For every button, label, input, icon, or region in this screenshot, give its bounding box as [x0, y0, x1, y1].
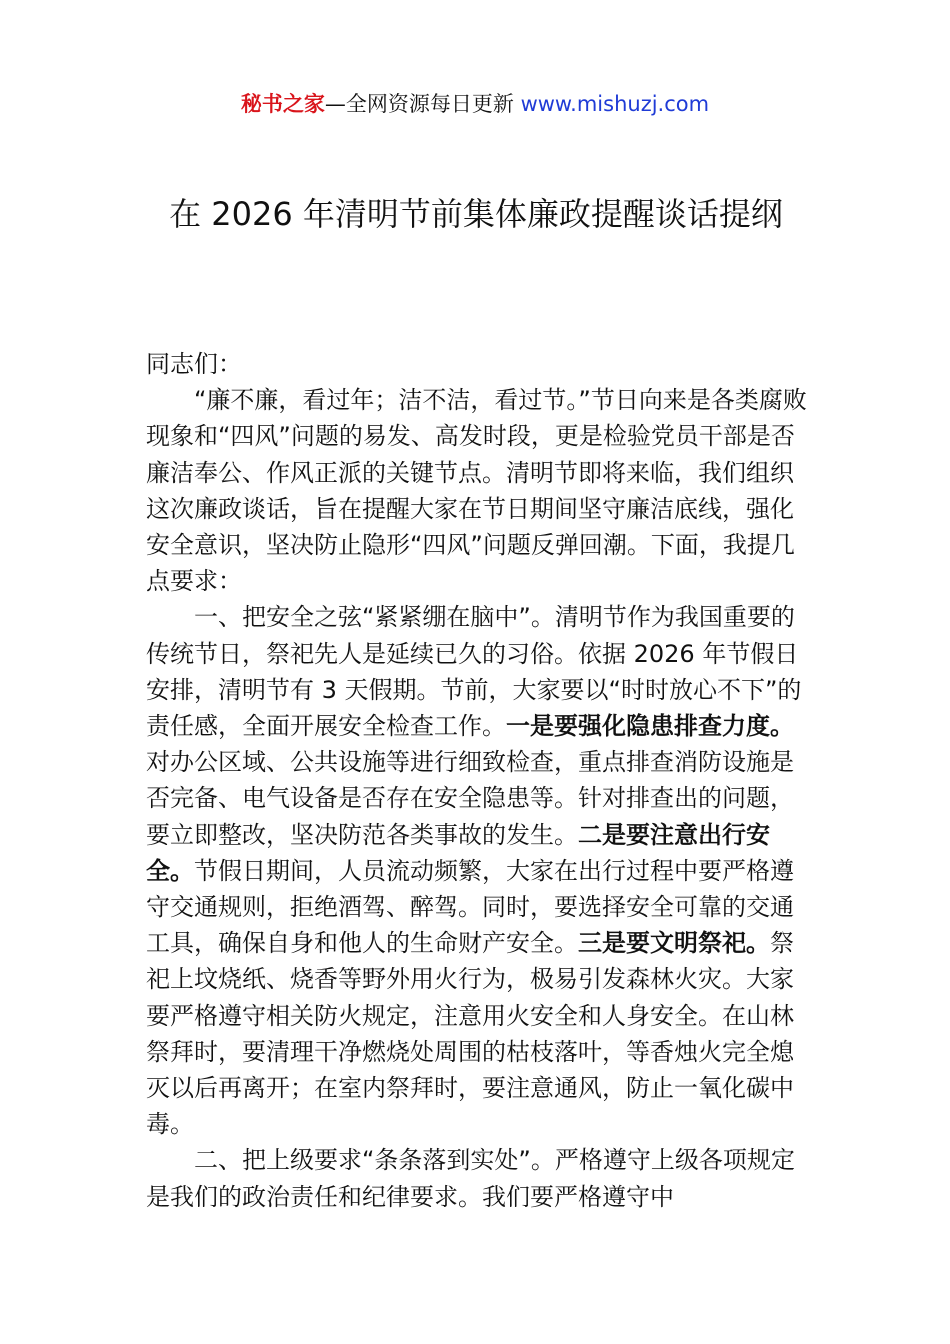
document-title: 在 2026 年清明节前集体廉政提醒谈话提纲: [169, 195, 783, 233]
section-1-paragraph: [146, 599, 808, 1142]
point-2-heading: 二是要注意出行安全。: [146, 820, 770, 885]
brand-name: 秘书之家: [240, 92, 325, 116]
section-1-lead: 一、把安全之弦“紧紧绷在脑中”。清明节作为我国重要的传统节日，祭祀先人是延续已久的习俗。依据 2026 年节假日安排，清明节有 3 天假期。节前，大家要以“时时放心不下”的责任感，全面开展安全检查工作。: [146, 603, 802, 741]
site-banner: [0, 88, 950, 120]
point-3-heading: 三是要文明祭祀。: [578, 929, 770, 958]
document-body: [146, 346, 808, 1215]
point-2-text: 节假日期间，人员流动频繁，大家在出行过程中要严格遵守交通规则，拒绝酒驾、醉驾。同时，要选择安全可靠的交通工具，确保自身和他人的生命财产安全。: [146, 856, 794, 958]
section-2-paragraph: 二、把上级要求“条条落到实处”。严格遵守上级各项规定是我们的政治责任和纪律要求。我们要严格遵守中: [146, 1146, 795, 1211]
point-1-heading: 一是要强化隐患排查力度。: [506, 712, 794, 741]
banner-tagline: —全网资源每日更新: [324, 92, 521, 116]
salutation: 同志们：: [146, 350, 242, 378]
intro-paragraph: “廉不廉，看过年；洁不洁，看过节。”节日向来是各类腐败现象和“四风”问题的易发、高发时段，更是检验党员干部是否廉洁奉公、作风正派的关键节点。清明节即将来临，我们组织这次廉政谈话，旨在提醒大家在节日期间坚守廉洁底线，强化安全意识，坚决防止隐形“四风”问题反弹回潮。下面，我提几点要求：: [146, 386, 807, 596]
point-1-text: 对办公区域、公共设施等进行细致检查，重点排查消防设施是否完备、电气设备是否存在安全隐患等。针对排查出的问题，要立即整改，坚决防范各类事故的发生。: [146, 748, 794, 849]
site-url-link[interactable]: www.mishuzj.com: [520, 92, 710, 116]
point-3-text: 祭祀上坟烧纸、烧香等野外用火行为，极易引发森林火灾。大家要严格遵守相关防火规定，注意用火安全和人身安全。在山林祭拜时，要清理干净燃烧处周围的枯枝落叶，等香烛火完全熄灭以后再离开；在室内祭拜时，要注意通风，防止一氧化碳中毒。: [146, 929, 794, 1139]
